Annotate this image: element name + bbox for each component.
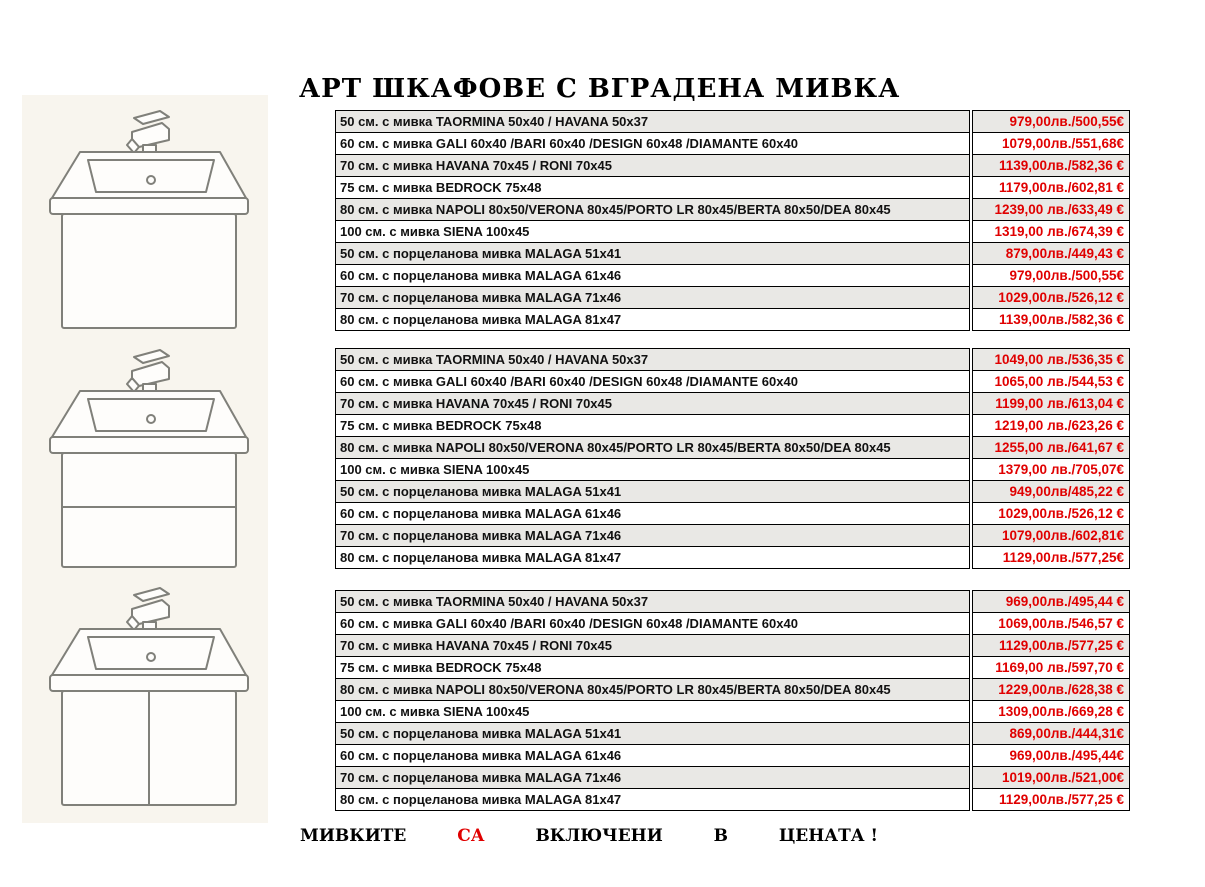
- product-description: 80 см. с мивка NAPOLI 80x50/VERONA 80x45/PORTO LR 80x45/BERTA 80x50/DEA 80x45: [335, 436, 970, 459]
- product-price: 1309,00лв./669,28 €: [972, 700, 1130, 723]
- product-description: 75 см. с мивка BEDROCK 75x48: [335, 414, 970, 437]
- product-price: 1139,00лв./582,36 €: [972, 308, 1130, 331]
- product-row: [335, 220, 1130, 243]
- product-row: [335, 524, 1130, 547]
- product-price: 1079,00лв./551,68€: [972, 132, 1130, 155]
- product-description: 75 см. с мивка BEDROCK 75x48: [335, 656, 970, 679]
- product-row: [335, 176, 1130, 199]
- product-description: 60 см. с мивка GALI 60x40 /BARI 60x40 /DESIGN 60x48 /DIAMANTE 60x40: [335, 612, 970, 635]
- product-row: [335, 612, 1130, 635]
- overflow-hole: [147, 653, 155, 661]
- product-row: [335, 744, 1130, 767]
- product-description: 70 см. с мивка HAVANA 70x45 / RONI 70x45: [335, 154, 970, 177]
- product-description: 50 см. с порцеланова мивка MALAGA 51x41: [335, 242, 970, 265]
- footer-note: [300, 826, 878, 846]
- product-row: [335, 458, 1130, 481]
- product-row: [335, 370, 1130, 393]
- product-price: 1129,00лв./577,25 €: [972, 788, 1130, 811]
- product-row: [335, 242, 1130, 265]
- product-price: 1229,00лв./628,38 €: [972, 678, 1130, 701]
- product-row: [335, 154, 1130, 177]
- cabinet-illustrations-panel: [22, 95, 268, 823]
- product-price: 969,00лв./495,44€: [972, 744, 1130, 767]
- product-price: 979,00лв./500,55€: [972, 264, 1130, 287]
- product-price: 1129,00лв./577,25€: [972, 546, 1130, 569]
- product-row: [335, 546, 1130, 569]
- product-description: 60 см. с порцеланова мивка MALAGA 61x46: [335, 744, 970, 767]
- product-description: 80 см. с порцеланова мивка MALAGA 81x47: [335, 308, 970, 331]
- product-row: [335, 722, 1130, 745]
- product-row: [335, 502, 1130, 525]
- product-description: 80 см. с порцеланова мивка MALAGA 81x47: [335, 788, 970, 811]
- footer-word: ВКЛЮЧЕНИ: [535, 826, 663, 846]
- product-description: 100 см. с мивка SIENA 100x45: [335, 700, 970, 723]
- cabinet-single-front-image: [22, 108, 268, 333]
- product-price: 949,00лв/485,22 €: [972, 480, 1130, 503]
- sink-counter: [50, 152, 248, 214]
- product-row: [335, 656, 1130, 679]
- product-price: 1019,00лв./521,00€: [972, 766, 1130, 789]
- product-price: 869,00лв./444,31€: [972, 722, 1130, 745]
- price-table-3: [335, 590, 1130, 811]
- product-price: 1029,00лв./526,12 €: [972, 286, 1130, 309]
- product-price: 879,00лв./449,43 €: [972, 242, 1130, 265]
- product-price: 1169,00 лв./597,70 €: [972, 656, 1130, 679]
- product-price: 1065,00 лв./544,53 €: [972, 370, 1130, 393]
- product-description: 70 см. с мивка HAVANA 70x45 / RONI 70x45: [335, 634, 970, 657]
- page-title: АРТ ШКАФОВЕ С ВГРАДЕНА МИВКА: [299, 74, 901, 104]
- product-row: [335, 480, 1130, 503]
- product-row: [335, 308, 1130, 331]
- product-price: 1079,00лв./602,81€: [972, 524, 1130, 547]
- product-description: 70 см. с порцеланова мивка MALAGA 71x46: [335, 524, 970, 547]
- product-price: 1255,00 лв./641,67 €: [972, 436, 1130, 459]
- product-row: [335, 132, 1130, 155]
- price-table-1: [335, 110, 1130, 331]
- product-description: 60 см. с мивка GALI 60x40 /BARI 60x40 /DESIGN 60x48 /DIAMANTE 60x40: [335, 132, 970, 155]
- product-price: 1199,00 лв./613,04 €: [972, 392, 1130, 415]
- cabinet-two-doors-image: [22, 585, 268, 810]
- product-price: 969,00лв./495,44 €: [972, 590, 1130, 613]
- product-row: [335, 678, 1130, 701]
- product-price: 1029,00лв./526,12 €: [972, 502, 1130, 525]
- product-description: 80 см. с мивка NAPOLI 80x50/VERONA 80x45/PORTO LR 80x45/BERTA 80x50/DEA 80x45: [335, 678, 970, 701]
- price-tables: [335, 110, 1130, 811]
- product-row: [335, 198, 1130, 221]
- product-price: 979,00лв./500,55€: [972, 110, 1130, 133]
- product-description: 100 см. с мивка SIENA 100x45: [335, 458, 970, 481]
- product-description: 60 см. с порцеланова мивка MALAGA 61x46: [335, 502, 970, 525]
- product-row: [335, 414, 1130, 437]
- product-price: 1179,00лв./602,81 €: [972, 176, 1130, 199]
- footer-word: ЦЕНАТА !: [778, 826, 878, 846]
- product-price: 1069,00лв./546,57 €: [972, 612, 1130, 635]
- product-row: [335, 788, 1130, 811]
- product-description: 80 см. с мивка NAPOLI 80x50/VERONA 80x45/PORTO LR 80x45/BERTA 80x50/DEA 80x45: [335, 198, 970, 221]
- product-price: 1379,00 лв./705,07€: [972, 458, 1130, 481]
- product-description: 70 см. с мивка HAVANA 70x45 / RONI 70x45: [335, 392, 970, 415]
- product-description: 75 см. с мивка BEDROCK 75x48: [335, 176, 970, 199]
- price-table-2: [335, 348, 1130, 569]
- product-row: [335, 700, 1130, 723]
- footer-word: В: [713, 826, 728, 846]
- product-description: 70 см. с порцеланова мивка MALAGA 71x46: [335, 286, 970, 309]
- product-description: 60 см. с мивка GALI 60x40 /BARI 60x40 /DESIGN 60x48 /DIAMANTE 60x40: [335, 370, 970, 393]
- product-price: 1219,00 лв./623,26 €: [972, 414, 1130, 437]
- cabinet-body: [62, 214, 236, 328]
- cabinet-body: [62, 453, 236, 567]
- product-description: 50 см. с мивка TAORMINA 50x40 / HAVANA 50x37: [335, 348, 970, 371]
- product-description: 100 см. с мивка SIENA 100x45: [335, 220, 970, 243]
- product-description: 50 см. с порцеланова мивка MALAGA 51x41: [335, 480, 970, 503]
- sink-counter: [50, 391, 248, 453]
- product-description: 70 см. с порцеланова мивка MALAGA 71x46: [335, 766, 970, 789]
- product-row: [335, 286, 1130, 309]
- product-description: 50 см. с мивка TAORMINA 50x40 / HAVANA 50x37: [335, 590, 970, 613]
- footer-word: МИВКИТЕ: [300, 826, 407, 846]
- product-row: [335, 634, 1130, 657]
- product-price: 1319,00 лв./674,39 €: [972, 220, 1130, 243]
- product-row: [335, 436, 1130, 459]
- overflow-hole: [147, 415, 155, 423]
- product-price: 1049,00 лв./536,35 €: [972, 348, 1130, 371]
- product-row: [335, 590, 1130, 613]
- footer-word-accent: СА: [457, 826, 485, 846]
- sink-counter: [50, 629, 248, 691]
- product-description: 60 см. с порцеланова мивка MALAGA 61x46: [335, 264, 970, 287]
- product-description: 50 см. с мивка TAORMINA 50x40 / HAVANA 50x37: [335, 110, 970, 133]
- product-row: [335, 392, 1130, 415]
- product-description: 50 см. с порцеланова мивка MALAGA 51x41: [335, 722, 970, 745]
- cabinet-two-drawers-image: [22, 347, 268, 572]
- overflow-hole: [147, 176, 155, 184]
- product-price: 1139,00лв./582,36 €: [972, 154, 1130, 177]
- product-row: [335, 110, 1130, 133]
- product-price: 1239,00 лв./633,49 €: [972, 198, 1130, 221]
- product-price: 1129,00лв./577,25 €: [972, 634, 1130, 657]
- product-description: 80 см. с порцеланова мивка MALAGA 81x47: [335, 546, 970, 569]
- product-row: [335, 348, 1130, 371]
- product-row: [335, 264, 1130, 287]
- product-row: [335, 766, 1130, 789]
